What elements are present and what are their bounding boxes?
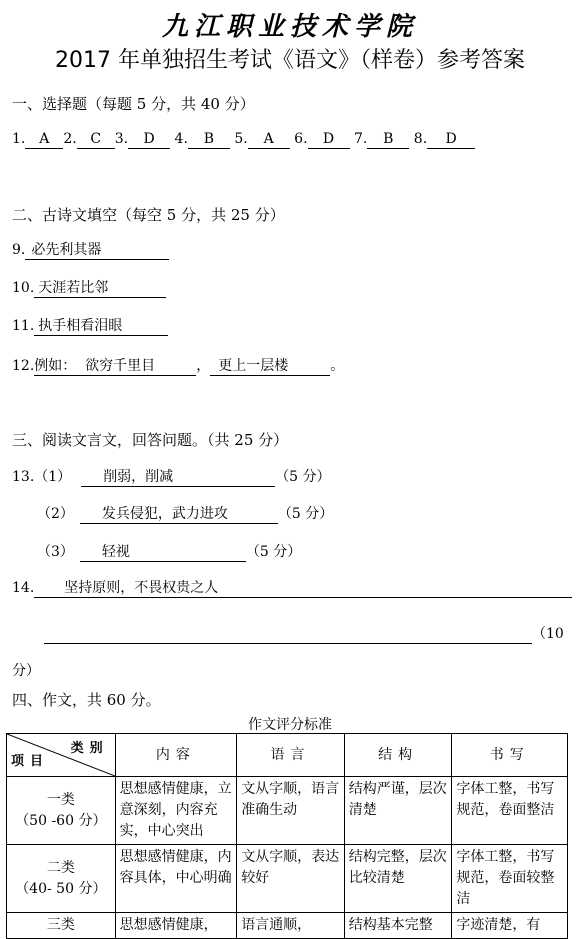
q12-row [12, 355, 344, 376]
q13-part2-score: （5 分） [277, 506, 334, 522]
q13-part1-label: （1） [34, 469, 72, 485]
q13-part3-row [37, 541, 301, 562]
q14-score-close: 分） [12, 663, 40, 679]
q13-part1-answer: 削弱，削减 [81, 468, 275, 487]
q7-num: 7. [353, 131, 368, 147]
table-cell: 字体工整，书写规范，卷面整洁 [452, 777, 568, 845]
q5-num: 5. [234, 131, 248, 147]
q5-answer: A [248, 130, 290, 149]
table-cell: 结构完整，层次比较清楚 [344, 845, 452, 913]
table-row [7, 913, 568, 939]
q13-part3-answer: 轻视 [80, 543, 246, 562]
row-category [7, 845, 116, 913]
q12-end: 。 [330, 358, 345, 374]
table-cell: 文从字顺，表达较好 [237, 845, 345, 913]
q14-num: 14. [12, 580, 35, 596]
table-cell: 思想感情健康，内容具体，中心明确 [115, 845, 237, 913]
section2-heading: 二、古诗文填空（每空 5 分，共 25 分） [12, 206, 285, 224]
q10-row [12, 279, 166, 298]
q10-num: 10. [12, 280, 35, 296]
column-header-writing: 书写 [452, 734, 568, 777]
table-row [7, 777, 568, 845]
table-cell: 结构严谨，层次清楚 [344, 777, 452, 845]
section4-heading: 四、作文，共 60 分。 [12, 691, 161, 709]
q3-num: 3. [114, 131, 129, 147]
q13-part2-label: （2） [37, 506, 74, 522]
q12-separator: ， [196, 358, 211, 374]
row-category [7, 913, 116, 939]
q11-num: 11. [12, 318, 35, 334]
table-cell: 字体工整，书写规范，卷面较整洁 [452, 845, 568, 913]
q14-score-open: （10 [532, 626, 564, 642]
q14-continuation-row [44, 623, 564, 644]
q9-answer: 必先利其器 [25, 241, 169, 260]
q10-answer: 天涯若比邻 [34, 279, 166, 298]
q12-answer-1 [34, 357, 196, 376]
column-header-content: 内容 [115, 734, 237, 777]
q2-num: 2. [63, 131, 77, 147]
row-category-range: （50 -60 分） [15, 812, 107, 829]
q4-answer: B [188, 130, 230, 149]
q13-part2-answer: 发兵侵犯，武力进攻 [80, 505, 278, 524]
school-name: 九江职业技术学院 [161, 12, 418, 42]
q12-answer-1-text: 欲穷千里目 [85, 358, 156, 374]
q3-answer: D [128, 130, 170, 149]
section3-heading: 三、阅读文言文，回答问题。（共 25 分） [12, 431, 289, 449]
q8-num: 8. [413, 131, 428, 147]
table-corner-cell [7, 734, 116, 777]
q12-answer-2: 更上一层楼 [210, 357, 330, 376]
column-header-language: 语言 [237, 734, 345, 777]
row-category-range: （40- 50 分） [15, 880, 107, 897]
table-cell: 思想感情健康，立意深刻，内容充实，中心突出 [115, 777, 237, 845]
q1-answer: A [25, 130, 63, 149]
table-cell: 语言通顺， [237, 913, 345, 939]
q12-prefix: 例如： [34, 358, 77, 374]
essay-scoring-table [6, 733, 568, 939]
row-category-name: 二类 [46, 859, 75, 876]
q13-part1-score: （5 分） [275, 469, 331, 485]
q12-num: 12. [12, 358, 35, 374]
corner-label-category: 类别 [70, 741, 109, 756]
q13-part3-score: （5 分） [245, 544, 302, 560]
q14-row [12, 579, 572, 598]
section1-heading: 一、选择题（每题 5 分，共 40 分） [12, 95, 255, 113]
q11-answer: 执手相看泪眼 [34, 317, 168, 336]
q13-part3-label: （3） [37, 544, 74, 560]
q1-num: 1. [12, 131, 26, 147]
q9-row [12, 241, 169, 260]
row-category [7, 777, 116, 845]
q6-num: 6. [294, 131, 308, 147]
q9-num: 9. [12, 242, 26, 258]
row-category-name: 三类 [46, 917, 75, 933]
table-cell: 字迹清楚，有 [452, 913, 568, 939]
table-caption: 作文评分标准 [248, 717, 332, 733]
mcq-answers-row [12, 130, 475, 149]
q14-answer: 坚持原则，不畏权贵之人 [34, 579, 572, 598]
q13-part1-row [12, 466, 331, 487]
q2-answer: C [77, 130, 115, 149]
page-title: 2017 年单独招生考试《语文》（样卷）参考答案 [55, 48, 525, 73]
column-header-structure: 结构 [344, 734, 452, 777]
q7-answer: B [367, 130, 409, 149]
q13-part2-row [37, 503, 333, 524]
table-row [7, 845, 568, 913]
table-cell: 思想感情健康， [115, 913, 237, 939]
q8-answer: D [427, 130, 475, 149]
table-header-row [7, 734, 568, 777]
q11-row [12, 317, 168, 336]
q14-blank-line [44, 625, 532, 644]
q6-answer: D [308, 130, 350, 149]
table-cell: 结构基本完整 [344, 913, 452, 939]
q13-num: 13. [12, 469, 35, 485]
table-cell: 文从字顺，语言准确生动 [237, 777, 345, 845]
q4-num: 4. [174, 131, 188, 147]
corner-label-item: 项目 [11, 754, 50, 769]
row-category-name: 一类 [46, 791, 75, 808]
